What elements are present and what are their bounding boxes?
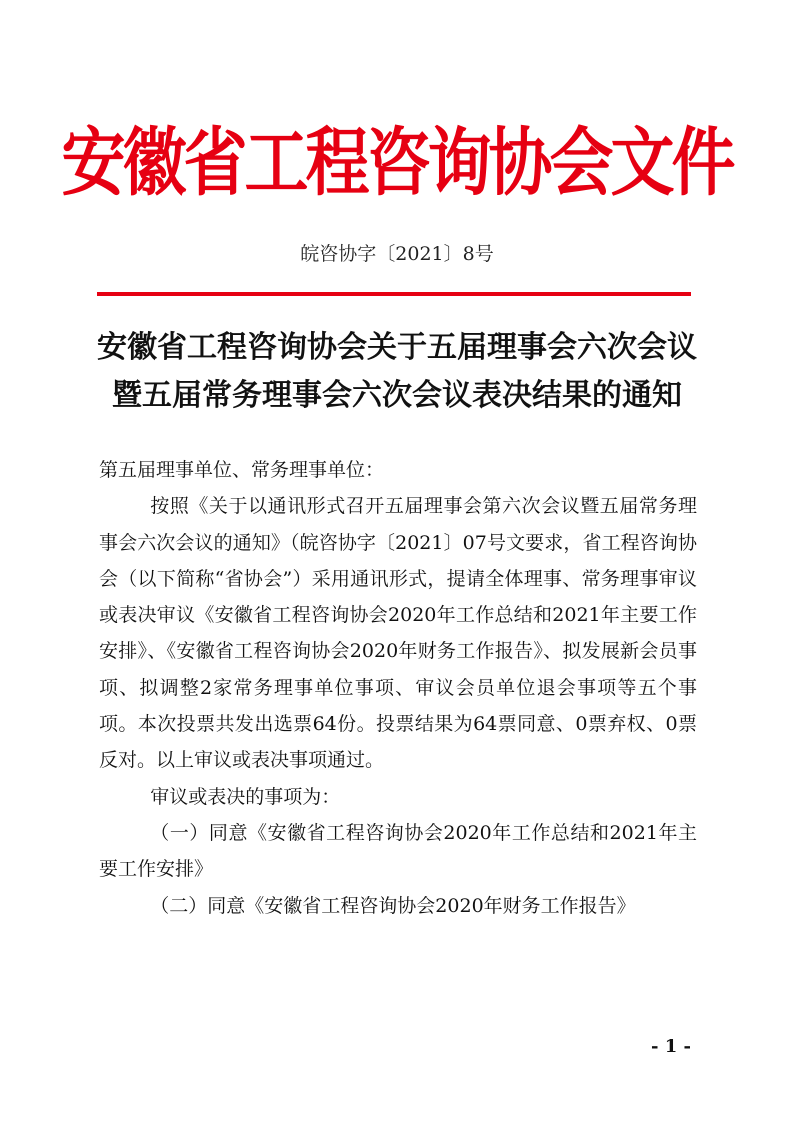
red-divider-line xyxy=(97,292,691,296)
page-number: - 1 - xyxy=(651,1036,691,1057)
matter-item-1: （一）同意《安徽省工程咨询协会2020年工作总结和2021年主要工作安排》 xyxy=(99,821,697,881)
main-paragraph: 按照《关于以通讯形式召开五届理事会第六次会议暨五届常务理事会六次会议的通知》（皖咨协字〔2021〕07号文要求，省工程咨询协会（以下简称“省协会”）采用通讯形式，提请全体理事、常务理事审议或表决审议《安徽省工程咨询协会2020年工作总结和2021年主要工作安排》、《安徽省工程咨询协会2020年财务工作报告》、拟发展新会员事项、拟调整2家常务理事单位事项、审议会员单位退会事项等五个事项。本次投票共发出选票64份。投票结果为64票同意、0票弃权、0票反对。以上审议或表决事项通过。 xyxy=(99,495,697,772)
notice-title-line-1: 安徽省工程咨询协会关于五届理事会六次会议 xyxy=(97,330,697,365)
document-masthead: 安徽省工程咨询协会文件 xyxy=(61,120,733,207)
matters-intro: 审议或表决的事项为： xyxy=(150,785,341,808)
document-number: 皖咨协字〔2021〕8号 xyxy=(300,243,494,265)
matter-item-2: （二）同意《安徽省工程咨询协会2020年财务工作报告》 xyxy=(150,894,636,917)
document-body xyxy=(99,452,697,924)
salutation: 第五届理事单位、常务理事单位： xyxy=(99,459,385,481)
notice-title xyxy=(0,324,794,420)
notice-title-line-2: 暨五届常务理事会六次会议表决结果的通知 xyxy=(112,378,682,413)
